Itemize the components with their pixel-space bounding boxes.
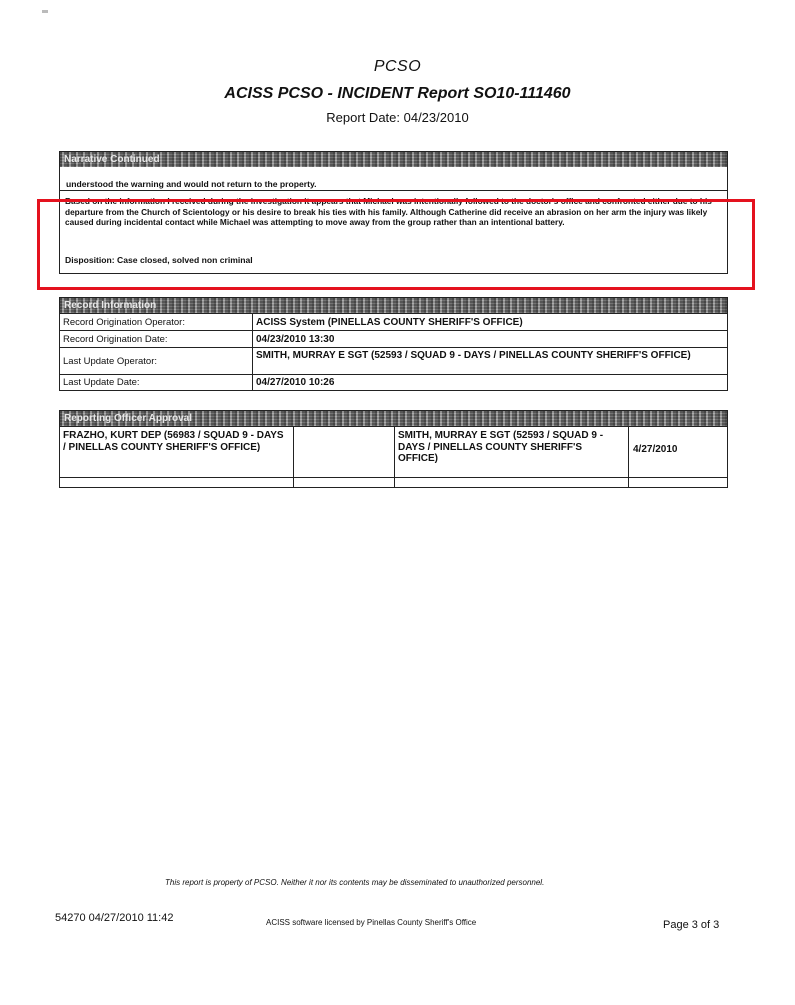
- record-row: [60, 330, 727, 347]
- record-row-value: SMITH, MURRAY E SGT (52593 / SQUAD 9 - DAYS / PINELLAS COUNTY SHERIFF'S OFFICE): [256, 350, 691, 361]
- reporting-officer: FRAZHO, KURT DEP (56983 / SQUAD 9 - DAYS / PINELLAS COUNTY SHERIFF'S OFFICE): [63, 430, 284, 453]
- record-row-label: Record Origination Operator:: [63, 317, 185, 328]
- highlight-box: [37, 199, 755, 290]
- record-info-section: [59, 297, 728, 391]
- report-org: PCSO: [373, 58, 422, 75]
- record-row-label: Last Update Operator:: [63, 356, 157, 367]
- record-row: [60, 313, 727, 330]
- record-row-value: 04/23/2010 13:30: [256, 334, 335, 345]
- record-row: [60, 374, 727, 390]
- disposition-text: Disposition: Case closed, solved non criminal: [65, 255, 253, 265]
- approving-officer: SMITH, MURRAY E SGT (52593 / SQUAD 9 - DAYS / PINELLAS COUNTY SHERIFF'S OFFICE): [398, 430, 604, 464]
- scan-speck: [42, 10, 48, 13]
- record-row-label: Record Origination Date:: [63, 334, 168, 345]
- license-text: ACISS software licensed by Pinellas County Sheriff's Office: [266, 918, 477, 927]
- approval-date: 4/27/2010: [633, 444, 678, 455]
- record-row-label: Last Update Date:: [63, 377, 140, 388]
- divider: [60, 190, 727, 191]
- narrative-section-header: Narrative Continued: [60, 152, 727, 167]
- report-date: Report Date: 04/23/2010: [326, 110, 469, 125]
- divider: [60, 477, 727, 478]
- narrative-paragraph: Based on the information I received during the investigation it appears that Michael was intentionally followed to the doctor's office and confronted either due to his departure from the Church of Scientology or his desire to break his ties with his family. Although Catherine did receive an abrasion on her arm the injury was likely caused during incidental contact while Michael was attempting to move away from the group rather than an intentional battery.: [65, 196, 712, 227]
- officers-header: Reporting Officer Approval: [60, 411, 727, 426]
- record-row-value: ACISS System (PINELLAS COUNTY SHERIFF'S OFFICE): [256, 317, 523, 328]
- report-title: ACISS PCSO - INCIDENT Report SO10-111460: [224, 85, 571, 102]
- print-stamp: 54270 04/27/2010 11:42: [55, 912, 174, 924]
- page-number: Page 3 of 3: [663, 919, 720, 931]
- record-row-value: 04/27/2010 10:26: [256, 377, 335, 388]
- narrative-continued-line: understood the warning and would not return to the property.: [66, 179, 317, 189]
- record-info-header: Record Information: [60, 298, 727, 313]
- officers-section: [59, 410, 728, 488]
- footer-disclaimer: This report is property of PCSO. Neither it nor its contents may be disseminated to unauthorized personnel.: [165, 878, 545, 887]
- record-row: [60, 347, 727, 374]
